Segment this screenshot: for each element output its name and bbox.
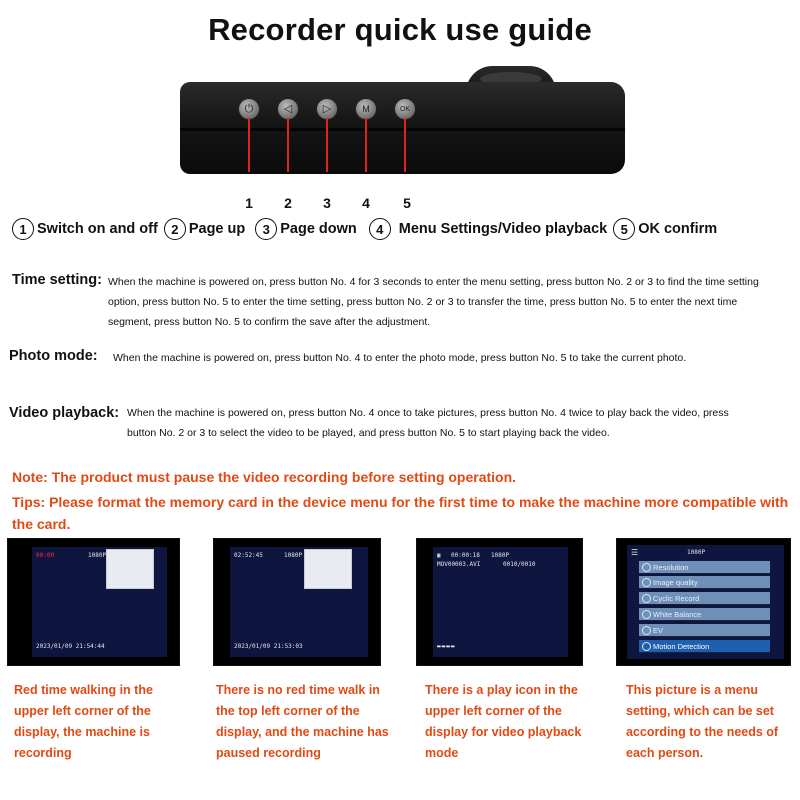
resolution-label: 1080P (284, 552, 303, 559)
image-quality-icon (642, 578, 651, 587)
caption-playback: There is a play icon in the upper left corner of the display for video playback mode (425, 683, 582, 760)
legend-item-ok (613, 218, 717, 240)
file-index: 0010/0010 (503, 561, 536, 568)
menu-item-white-balance (639, 608, 770, 621)
legend-item-page-up (164, 218, 245, 240)
recording-time: 00:00 (36, 552, 55, 559)
power-icon: ⏻ (238, 98, 260, 120)
file-name: MOV00003.AVI (437, 561, 481, 568)
timestamp: 2023/01/09 21:53:03 (234, 643, 303, 650)
screen-paused (213, 538, 381, 666)
button-number-3: 3 (323, 195, 331, 211)
pointer-line-5 (404, 118, 406, 172)
video-playback-text: When the machine is powered on, press button No. 4 once to take pictures, press button No. 4 twice to play back the video, press button No. 2 or 3 to select the video to be played, and press button No. 5 to start playing back the video. (127, 407, 729, 439)
button-legend (12, 218, 723, 240)
resolution-label: 1080P (687, 549, 706, 556)
legend-number: 1 (12, 218, 34, 240)
progress-bar: ▬▬▬▬ (437, 643, 456, 650)
page-title: Recorder quick use guide (208, 12, 592, 47)
device-seam (180, 128, 625, 131)
legend-number: 3 (255, 218, 277, 240)
legend-number: 5 (613, 218, 635, 240)
pointer-line-4 (365, 118, 367, 172)
pointer-line-3 (326, 118, 328, 172)
white-balance-icon (642, 610, 651, 619)
preview-thumbnail (106, 549, 154, 589)
resolution-label: 1080P (491, 552, 510, 559)
legend-item-menu (369, 218, 607, 240)
menu-item-label: Image quality (653, 578, 698, 587)
legend-label: OK confirm (638, 221, 718, 237)
screen-recording (7, 538, 180, 666)
menu-item-label: Cyclic Record (653, 594, 700, 603)
button-number-1: 1 (245, 195, 253, 211)
legend-label: Page down (280, 221, 357, 237)
menu-item-label: Resolution (653, 563, 689, 572)
button-number-5: 5 (403, 195, 411, 211)
ok-icon: OK (394, 98, 416, 120)
photo-mode-heading: Photo mode: (9, 348, 98, 364)
page-up-icon: ◁ (277, 98, 299, 120)
pointer-line-2 (287, 118, 289, 172)
pointer-line-1 (248, 118, 250, 172)
menu-item-label: EV (653, 626, 664, 635)
screen-menu (616, 538, 791, 666)
menu-icon: ☰ (631, 548, 639, 557)
photo-mode-text: When the machine is powered on, press button No. 4 to enter the photo mode, press button No. 5 to take the current photo. (113, 352, 687, 364)
note-block (12, 466, 792, 535)
video-playback-heading: Video playback: (9, 405, 120, 421)
play-icon: ▣ (437, 552, 441, 559)
resolution-icon (642, 563, 651, 572)
menu-item-label: Motion Detection (653, 642, 710, 651)
screen-display (433, 547, 568, 657)
note-text: Note: The product must pause the video recording before setting operation. (12, 469, 517, 485)
screen-display (32, 547, 167, 657)
ev-icon (642, 626, 651, 635)
button-number-4: 4 (362, 195, 370, 211)
legend-label: Menu Settings/Video playback (398, 221, 608, 237)
menu-item-label: White Balance (653, 610, 702, 619)
screen-display (627, 545, 784, 659)
time-setting-text: When the machine is powered on, press button No. 4 for 3 seconds to enter the menu setting, press button No. 2 or 3 to find the time setting option, press button No. 5 to enter the time setting, press button No. 2 or 3 to transfer the time, press button No. 5 to enter the next time segment, press button No. 5 to confirm the save after the adjustment. (108, 276, 759, 328)
time-setting-heading: Time setting: (12, 272, 102, 288)
caption-paused: There is no red time walk in the top left corner of the display, and the machine has paused recording (216, 683, 389, 760)
legend-number: 4 (369, 218, 391, 240)
cyclic-record-icon (642, 594, 651, 603)
menu-item-resolution (639, 561, 770, 574)
caption-menu: This picture is a menu setting, which can be set according to the needs of each person. (626, 683, 779, 760)
screen-playback (416, 538, 583, 666)
screen-display (230, 547, 368, 657)
menu-item-motion-detection (639, 640, 770, 653)
timestamp: 2023/01/09 21:54:44 (36, 643, 105, 650)
legend-item-power (12, 218, 158, 240)
elapsed-time: 02:52:45 (234, 552, 263, 559)
menu-item-image-quality (639, 576, 770, 589)
legend-item-page-down (255, 218, 357, 240)
resolution-label: 1080P (88, 552, 107, 559)
menu-item-ev (639, 624, 770, 637)
legend-number: 2 (164, 218, 186, 240)
legend-label: Switch on and off (37, 221, 158, 237)
playback-time: 00:00:18 (451, 552, 480, 559)
button-number-2: 2 (284, 195, 292, 211)
legend-label: Page up (188, 221, 246, 237)
page-down-icon: ▷ (316, 98, 338, 120)
motion-detection-icon (642, 642, 651, 651)
preview-thumbnail (304, 549, 352, 589)
tips-text: Tips: Please format the memory card in the device menu for the first time to make the machine more compatible with the card. (12, 494, 789, 532)
caption-recording: Red time walking in the upper left corner of the display, the machine is recording (14, 683, 153, 760)
menu-item-cyclic-record (639, 592, 770, 605)
menu-icon: M (355, 98, 377, 120)
